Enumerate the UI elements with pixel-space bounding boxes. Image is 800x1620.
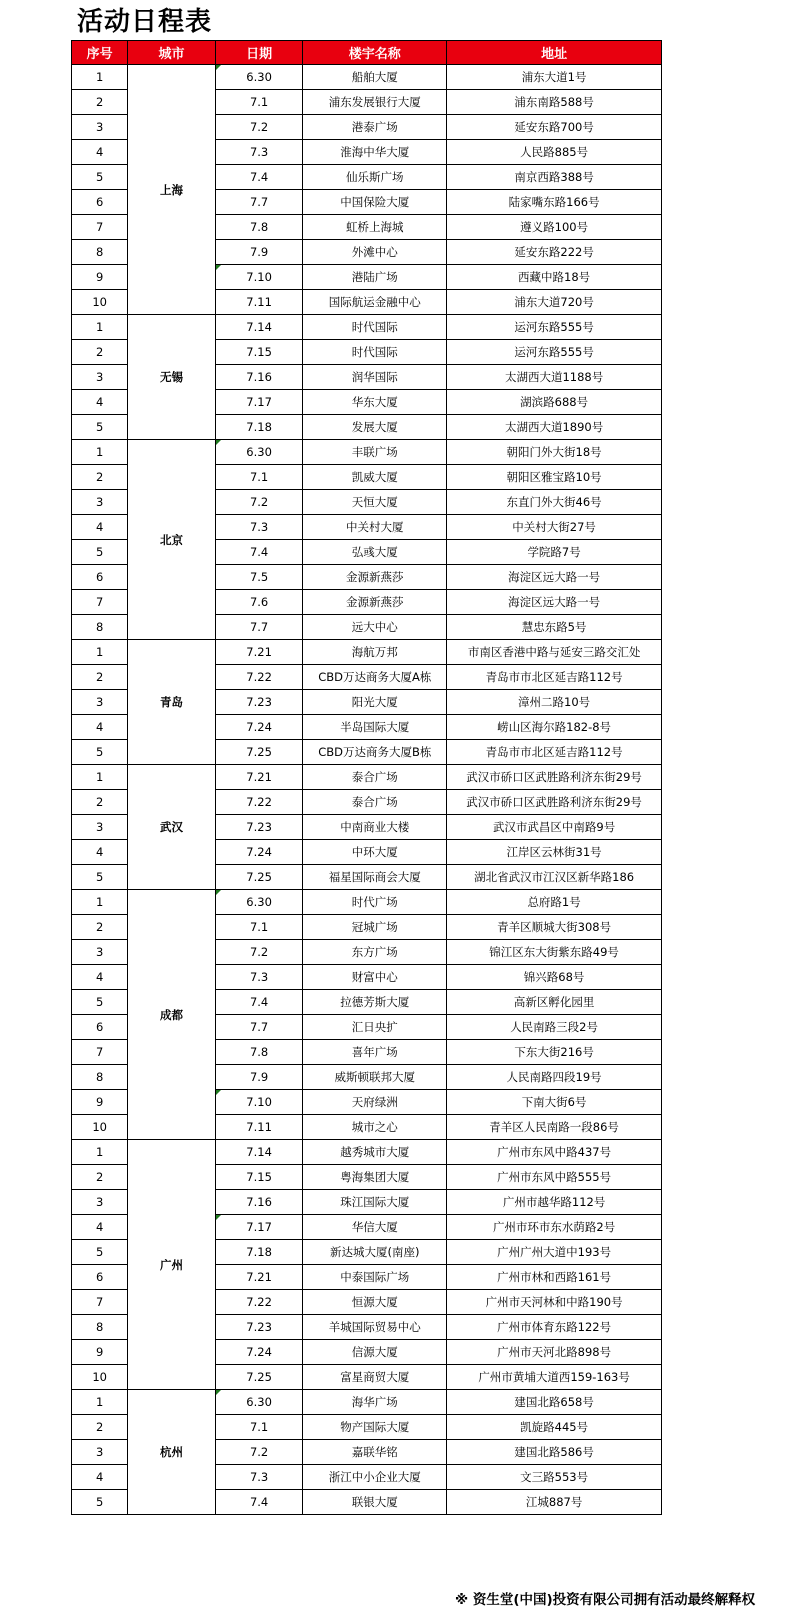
row-number: 3 [72,690,128,715]
address: 人民南路三段2号 [447,1015,662,1040]
building-name: 联银大厦 [303,1490,447,1515]
table-row [72,440,662,465]
column-header-city: 城市 [128,41,216,65]
event-date: 7.4 [215,540,303,565]
row-number: 7 [72,215,128,240]
row-number: 7 [72,1290,128,1315]
row-number: 10 [72,290,128,315]
building-name: 城市之心 [303,1115,447,1140]
address: 青岛市市北区延吉路112号 [447,665,662,690]
address: 锦兴路68号 [447,965,662,990]
building-name: 润华国际 [303,365,447,390]
row-number: 8 [72,1315,128,1340]
address: 海淀区远大路一号 [447,565,662,590]
building-name: 中环大厦 [303,840,447,865]
address: 江城887号 [447,1490,662,1515]
building-name: 中关村大厦 [303,515,447,540]
building-name: 金源新燕莎 [303,565,447,590]
event-date: 7.21 [215,1265,303,1290]
building-name: 冠城广场 [303,915,447,940]
building-name: 船舶大厦 [303,65,447,90]
address: 运河东路555号 [447,315,662,340]
event-date: 7.7 [215,1015,303,1040]
address: 建国北路586号 [447,1440,662,1465]
event-date: 7.22 [215,665,303,690]
building-name: 虹桥上海城 [303,215,447,240]
event-date: 7.3 [215,965,303,990]
address: 锦江区东大街紫东路49号 [447,940,662,965]
building-name: 半岛国际大厦 [303,715,447,740]
address: 青岛市市北区延吉路112号 [447,740,662,765]
row-number: 3 [72,1440,128,1465]
event-date: 7.25 [215,1365,303,1390]
event-date: 7.23 [215,690,303,715]
row-number: 2 [72,665,128,690]
event-date: 7.4 [215,990,303,1015]
building-name: 天府绿洲 [303,1090,447,1115]
address: 学院路7号 [447,540,662,565]
row-number: 8 [72,240,128,265]
row-number: 3 [72,490,128,515]
address: 崂山区海尔路182-8号 [447,715,662,740]
event-date: 7.16 [215,365,303,390]
building-name: 远大中心 [303,615,447,640]
event-date: 7.24 [215,1340,303,1365]
address: 太湖西大道1890号 [447,415,662,440]
event-date: 7.11 [215,290,303,315]
event-date: 6.30 [215,1390,303,1415]
column-header-date: 日期 [215,41,303,65]
row-number: 5 [72,1240,128,1265]
building-name: 羊城国际贸易中心 [303,1315,447,1340]
event-date: 7.18 [215,1240,303,1265]
address: 凯旋路445号 [447,1415,662,1440]
row-number: 4 [72,965,128,990]
building-name: 财富中心 [303,965,447,990]
address: 武汉市武昌区中南路9号 [447,815,662,840]
row-number: 4 [72,390,128,415]
footer-disclaimer: ※ 资生堂(中国)投资有限公司拥有活动最终解释权 [455,1592,756,1608]
address: 青羊区人民南路一段86号 [447,1115,662,1140]
event-date: 7.21 [215,765,303,790]
building-name: 浦东发展银行大厦 [303,90,447,115]
building-name: 威斯顿联邦大厦 [303,1065,447,1090]
building-name: 华东大厦 [303,390,447,415]
building-name: CBD万达商务大厦A栋 [303,665,447,690]
building-name: 外滩中心 [303,240,447,265]
event-date: 6.30 [215,890,303,915]
row-number: 4 [72,715,128,740]
city-name: 青岛 [128,640,216,765]
row-number: 2 [72,340,128,365]
building-name: 泰合广场 [303,765,447,790]
event-date: 7.14 [215,315,303,340]
address: 市南区香港中路与延安三路交汇处 [447,640,662,665]
building-name: 中国保险大厦 [303,190,447,215]
address: 下东大街216号 [447,1040,662,1065]
address: 武汉市硚口区武胜路利济东街29号 [447,790,662,815]
event-date: 7.10 [215,1090,303,1115]
row-number: 7 [72,590,128,615]
row-number: 1 [72,315,128,340]
building-name: 富星商贸大厦 [303,1365,447,1390]
table-row [72,1390,662,1415]
row-number: 6 [72,565,128,590]
city-name: 北京 [128,440,216,640]
building-name: 汇日央扩 [303,1015,447,1040]
address: 海淀区远大路一号 [447,590,662,615]
event-date: 7.25 [215,865,303,890]
event-date: 7.4 [215,1490,303,1515]
event-date: 7.3 [215,1465,303,1490]
building-name: 越秀城市大厦 [303,1140,447,1165]
address: 东直门外大街46号 [447,490,662,515]
event-date: 7.9 [215,240,303,265]
row-number: 8 [72,1065,128,1090]
address: 中关村大街27号 [447,515,662,540]
table-body [72,65,662,1515]
event-date: 7.6 [215,590,303,615]
row-number: 4 [72,515,128,540]
row-number: 3 [72,365,128,390]
event-date: 7.18 [215,415,303,440]
address: 广州市体育东路122号 [447,1315,662,1340]
address: 文三路553号 [447,1465,662,1490]
event-date: 7.7 [215,615,303,640]
building-name: 港陆广场 [303,265,447,290]
row-number: 5 [72,165,128,190]
row-number: 6 [72,190,128,215]
address: 陆家嘴东路166号 [447,190,662,215]
table-row [72,765,662,790]
building-name: 福星国际商会大厦 [303,865,447,890]
building-name: 海航万邦 [303,640,447,665]
address: 慧忠东路5号 [447,615,662,640]
building-name: 珠江国际大厦 [303,1190,447,1215]
event-date: 7.2 [215,115,303,140]
building-name: CBD万达商务大厦B栋 [303,740,447,765]
building-name: 中泰国际广场 [303,1265,447,1290]
address: 总府路1号 [447,890,662,915]
row-number: 4 [72,140,128,165]
address: 遵义路100号 [447,215,662,240]
column-header-address: 地址 [447,41,662,65]
row-number: 3 [72,1190,128,1215]
address: 湖北省武汉市江汉区新华路186 [447,865,662,890]
address: 湖滨路688号 [447,390,662,415]
row-number: 4 [72,1465,128,1490]
event-date: 7.8 [215,215,303,240]
address: 浦东大道720号 [447,290,662,315]
event-date: 7.5 [215,565,303,590]
building-name: 丰联广场 [303,440,447,465]
city-name: 杭州 [128,1390,216,1515]
address: 延安东路700号 [447,115,662,140]
row-number: 1 [72,1140,128,1165]
row-number: 2 [72,465,128,490]
row-number: 4 [72,840,128,865]
building-name: 天恒大厦 [303,490,447,515]
building-name: 国际航运金融中心 [303,290,447,315]
row-number: 5 [72,990,128,1015]
event-date: 7.1 [215,1415,303,1440]
event-date: 7.15 [215,340,303,365]
address: 青羊区顺城大街308号 [447,915,662,940]
building-name: 弘彧大厦 [303,540,447,565]
row-number: 7 [72,1040,128,1065]
address: 人民南路四段19号 [447,1065,662,1090]
building-name: 海华广场 [303,1390,447,1415]
event-date: 7.9 [215,1065,303,1090]
row-number: 2 [72,90,128,115]
event-date: 7.10 [215,265,303,290]
table-row [72,890,662,915]
column-header-number: 序号 [72,41,128,65]
address: 江岸区云林街31号 [447,840,662,865]
event-date: 7.3 [215,140,303,165]
address: 建国北路658号 [447,1390,662,1415]
event-date: 7.4 [215,165,303,190]
event-date: 7.23 [215,1315,303,1340]
event-date: 7.7 [215,190,303,215]
row-number: 9 [72,1340,128,1365]
event-date: 7.1 [215,915,303,940]
event-date: 6.30 [215,440,303,465]
table-header-row [72,41,662,65]
building-name: 淮海中华大厦 [303,140,447,165]
table-row [72,640,662,665]
row-number: 1 [72,765,128,790]
city-name: 无锡 [128,315,216,440]
row-number: 5 [72,1490,128,1515]
address: 漳州二路10号 [447,690,662,715]
address: 广州市东风中路555号 [447,1165,662,1190]
address: 广州市环市东水荫路2号 [447,1215,662,1240]
event-date: 7.2 [215,1440,303,1465]
table-row [72,1140,662,1165]
row-number: 2 [72,915,128,940]
row-number: 3 [72,115,128,140]
event-date: 7.1 [215,90,303,115]
building-name: 浙江中小企业大厦 [303,1465,447,1490]
event-date: 7.17 [215,1215,303,1240]
event-date: 7.22 [215,1290,303,1315]
row-number: 1 [72,440,128,465]
address: 下南大街6号 [447,1090,662,1115]
building-name: 粤海集团大厦 [303,1165,447,1190]
address: 广州市天河林和中路190号 [447,1290,662,1315]
event-date: 7.2 [215,940,303,965]
building-name: 金源新燕莎 [303,590,447,615]
building-name: 凯威大厦 [303,465,447,490]
city-name: 成都 [128,890,216,1140]
address: 延安东路222号 [447,240,662,265]
building-name: 港泰广场 [303,115,447,140]
address: 浦东南路588号 [447,90,662,115]
city-name: 广州 [128,1140,216,1390]
address: 西藏中路18号 [447,265,662,290]
event-date: 7.23 [215,815,303,840]
address: 武汉市硚口区武胜路利济东街29号 [447,765,662,790]
page-title: 活动日程表 [77,7,213,37]
building-name: 时代国际 [303,340,447,365]
building-name: 东方广场 [303,940,447,965]
address: 运河东路555号 [447,340,662,365]
building-name: 喜年广场 [303,1040,447,1065]
event-date: 7.11 [215,1115,303,1140]
row-number: 1 [72,65,128,90]
building-name: 新达城大厦(南座) [303,1240,447,1265]
event-date: 7.22 [215,790,303,815]
row-number: 9 [72,265,128,290]
row-number: 4 [72,1215,128,1240]
row-number: 5 [72,740,128,765]
address: 广州广州大道中193号 [447,1240,662,1265]
event-date: 7.21 [215,640,303,665]
address: 广州市天河北路898号 [447,1340,662,1365]
event-date: 7.17 [215,390,303,415]
city-name: 武汉 [128,765,216,890]
row-number: 8 [72,615,128,640]
address: 朝阳区雅宝路10号 [447,465,662,490]
row-number: 6 [72,1015,128,1040]
building-name: 物产国际大厦 [303,1415,447,1440]
address: 广州市东风中路437号 [447,1140,662,1165]
address: 朝阳门外大街18号 [447,440,662,465]
event-date: 7.1 [215,465,303,490]
building-name: 发展大厦 [303,415,447,440]
building-name: 华信大厦 [303,1215,447,1240]
row-number: 2 [72,1415,128,1440]
row-number: 5 [72,415,128,440]
building-name: 阳光大厦 [303,690,447,715]
row-number: 2 [72,790,128,815]
building-name: 恒源大厦 [303,1290,447,1315]
building-name: 时代国际 [303,315,447,340]
row-number: 2 [72,1165,128,1190]
schedule-table [71,40,662,1515]
address: 太湖西大道1188号 [447,365,662,390]
row-number: 5 [72,540,128,565]
row-number: 6 [72,1265,128,1290]
row-number: 1 [72,1390,128,1415]
row-number: 10 [72,1115,128,1140]
event-date: 7.24 [215,715,303,740]
event-date: 7.24 [215,840,303,865]
event-date: 7.25 [215,740,303,765]
address: 广州市林和西路161号 [447,1265,662,1290]
row-number: 1 [72,890,128,915]
city-name: 上海 [128,65,216,315]
event-date: 7.3 [215,515,303,540]
table-row [72,315,662,340]
event-date: 7.15 [215,1165,303,1190]
address: 浦东大道1号 [447,65,662,90]
row-number: 9 [72,1090,128,1115]
address: 人民路885号 [447,140,662,165]
event-date: 6.30 [215,65,303,90]
row-number: 3 [72,815,128,840]
event-date: 7.8 [215,1040,303,1065]
row-number: 5 [72,865,128,890]
event-date: 7.2 [215,490,303,515]
row-number: 3 [72,940,128,965]
row-number: 1 [72,640,128,665]
address: 高新区孵化园里 [447,990,662,1015]
column-header-building: 楼宇名称 [303,41,447,65]
building-name: 仙乐斯广场 [303,165,447,190]
building-name: 拉德芳斯大厦 [303,990,447,1015]
event-date: 7.14 [215,1140,303,1165]
row-number: 10 [72,1365,128,1390]
building-name: 泰合广场 [303,790,447,815]
event-date: 7.16 [215,1190,303,1215]
address: 广州市越华路112号 [447,1190,662,1215]
table-row [72,65,662,90]
address: 广州市黄埔大道西159-163号 [447,1365,662,1390]
address: 南京西路388号 [447,165,662,190]
building-name: 嘉联华铭 [303,1440,447,1465]
building-name: 时代广场 [303,890,447,915]
building-name: 信源大厦 [303,1340,447,1365]
building-name: 中南商业大楼 [303,815,447,840]
